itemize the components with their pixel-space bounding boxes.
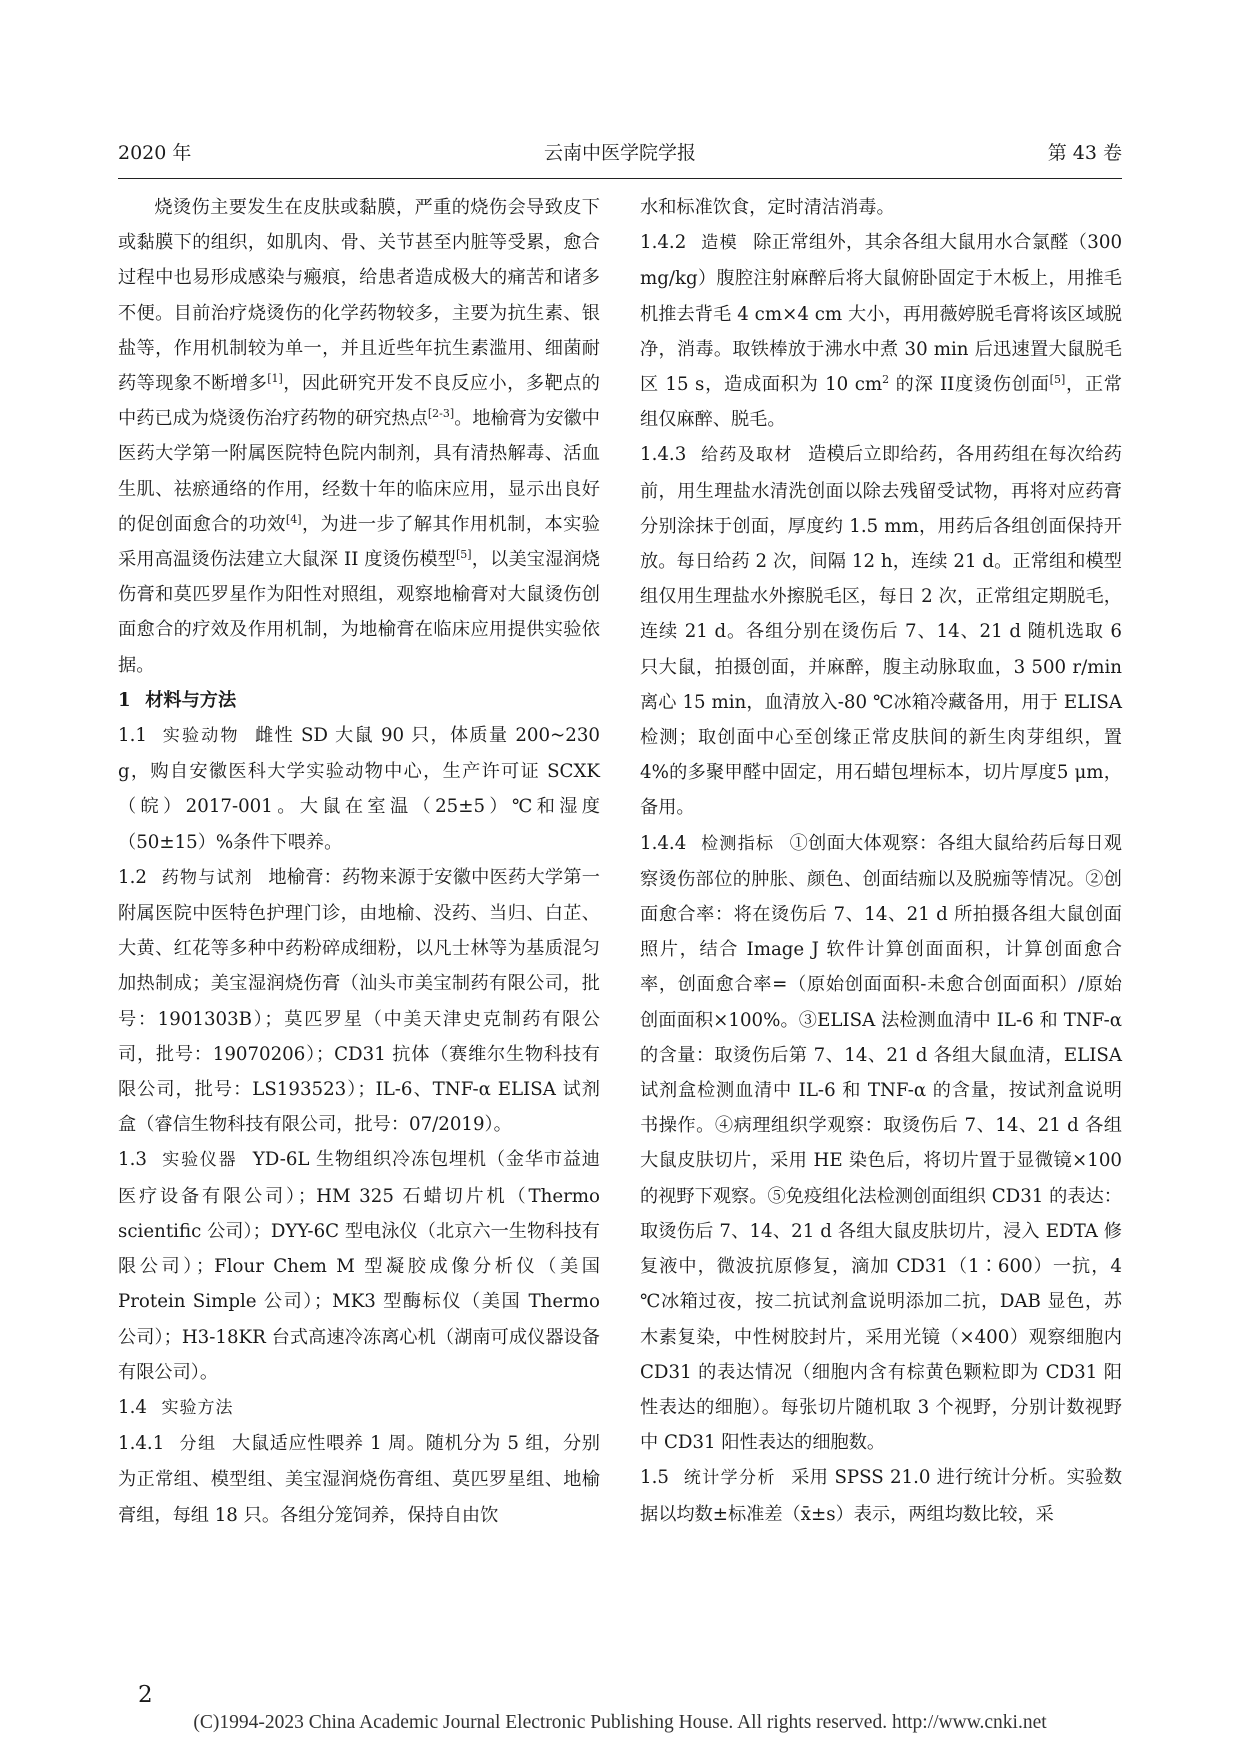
section-1-2: 1.2 药物与试剂 地榆膏：药物来源于安徽中医药大学第一附属医院中医特色护理门诊，由地榆、没药、当归、白芷、大黄、红花等多种中药粉碎成细粉，以凡士林等为基质混匀加热制成；美宝湿润烧伤膏（汕头市美宝制药有限公司，批号：1901303B）；莫匹罗星（中美天津史克制药有限公司，批号：19070206）；CD31 抗体（赛维尔生物科技有限公司，批号：LS193523）；IL-6、TNF-α ELISA 试剂盒（睿信生物科技有限公司，批号：07/2019）。 [118, 866, 600, 1136]
section-1-4-3: 1.4.3 给药及取材 造模后立即给药，各用药组在每次给药前，用生理盐水清洗创面以除去残留受试物，再将对应药膏分别涂抹于创面，厚度约 1.5 mm，用药后各组创面保持开放。每日给药 2 次，间隔 12 h，连续 21 d。正常组和模型组仅用生理盐水外擦脱毛区，每日 2 次，正常组定期脱毛，连续 21 d。各组分别在烫伤后 7、14、21 d 随机选取 6 只大鼠，拍摄创面，并麻醉，腹主动脉取血，3 500 r/min 离心 15 min，血清放入-80 ℃冰箱冷藏备用，用于 ELISA 检测；取创面中心至创缘正常皮肤间的新生肉芽组织，置4%的多聚甲醛中固定，用石蜡包埋标本，切片厚度5 μm，备用。 [640, 444, 1122, 819]
continued-text: 水和标准饮食，定时清洁消毒。 [640, 197, 895, 218]
citation: [1] [267, 371, 283, 385]
page-number: 2 [138, 1682, 153, 1708]
citation: [2-3] [427, 407, 455, 421]
header-rule [118, 178, 1122, 179]
section-1-4-4: 1.4.4 检测指标 ①创面大体观察：各组大鼠给药后每日观察烫伤部位的肿胀、颜色、创面结痂以及脱痂等情况。②创面愈合率：将在烫伤后 7、14、21 d 所拍摄各组大鼠创面照片，结合 Image J 软件计算创面面积，计算创面愈合率，创面愈合率=（原始创面面积-未愈合创面面积）/原始创面面积×100%。③ELISA 法检测血清中 IL-6 和 TNF-α 的含量：取烫伤后第 7、14、21 d 各组大鼠血清，ELISA 试剂盒检测血清中 IL-6 和 TNF-α 的含量，按试剂盒说明书操作。④病理组织学观察：取烫伤后 7、14、21 d 各组大鼠皮肤切片，采用 HE 染色后，将切片置于显微镜×100 的视野下观察。⑤免疫组化法检测创面组织 CD31 的表达：取烫伤后 7、14、21 d 各组大鼠皮肤切片，浸入 EDTA 修复液中，微波抗原修复，滴加 CD31（1∶600）一抗，4 ℃冰箱过夜，按二抗试剂盒说明添加二抗，DAB 显色，苏木素复染，中性树胶封片，采用光镜（×400）观察细胞内 CD31 的表达情况（细胞内含有棕黄色颗粒即为 CD31 阳性表达的细胞）。每张切片随机取 3 个视野，分别计数视野中 CD31 阳性表达的细胞数。 [640, 832, 1122, 1454]
header-volume: 第 43 卷 [1047, 142, 1122, 164]
citation: [5] [1049, 372, 1066, 386]
section-1-4-2: 1.4.2 造模 除正常组外，其余各组大鼠用水合氯醛（300 mg/kg）腹腔注射麻醉后将大鼠俯卧固定于木板上，用推毛机推去背毛 4 cm×4 cm 大小，再用薇婷脱毛膏将该区域脱净，消毒。取铁棒放于沸水中煮 30 min 后迅速置大鼠脱毛区 15 s，造成面积为 10 $cm^2$ 的深 II度烫伤创面[5]，正常组仅麻醉、脱毛。 [640, 232, 1123, 431]
citation: [5] [456, 547, 472, 561]
running-header [118, 135, 1122, 171]
section-1-3: 1.3 实验仪器 YD-6L 生物组织冷冻包埋机（金华市益迪医疗设备有限公司）；HM 325 石蜡切片机（Thermo scientific 公司）；DYY-6C 型电泳仪（北京六一生物科技有限公司）；Flour Chem M 型凝胶成像分析仪（美国 Protein Simple 公司）；MK3 型酶标仪（美国 Thermo 公司）；H3-18KR 台式高速冷冻离心机（湖南可成仪器设备有限公司）。 [118, 1149, 600, 1383]
copyright-footer: (C)1994-2023 China Academic Journal Electronic Publishing House. All rights reserved. http://www.cnki.net [193, 1712, 1047, 1733]
section-1-5: 1.5 统计学分析 采用 SPSS 21.0 进行统计分析。实验数据以均数±标准差（x̄±s）表示，两组均数比较，采 [640, 1467, 1123, 1525]
section-1-1: 1.1 实验动物 雌性 SD 大鼠 90 只，体质量 200~230 g，购自安徽医科大学实验动物中心，生产许可证 SCXK（皖）2017-001。大鼠在室温（25±5）℃和湿度（50±15）%条件下喂养。 [118, 725, 601, 853]
header-journal: 云南中医学院学报 [543, 142, 696, 164]
section-heading-1: 1 材料与方法 [118, 689, 237, 711]
citation: [4] [285, 512, 302, 526]
right-column [640, 190, 1122, 1532]
header-year: 2020 年 [118, 142, 192, 164]
section-1-4-1: 1.4.1 分组 大鼠适应性喂养 1 周。随机分为 5 组，分别为正常组、模型组、美宝湿润烧伤膏组、莫匹罗星组、地榆膏组，每组 18 只。各组分笼饲养，保持自由饮 [118, 1433, 600, 1526]
left-column [118, 190, 600, 1533]
superscript: 2 [882, 372, 890, 386]
section-1-4: 1.4 实验方法 [118, 1396, 234, 1418]
intro-paragraph: 烧烫伤主要发生在皮肤或黏膜，严重的烧伤会导致皮下或黏膜下的组织，如肌肉、骨、关节甚至内脏等受累，愈合过程中也易形成感染与瘢痕，给患者造成极大的痛苦和诸多不便。目前治疗烧烫伤的化学药物较多，主要为抗生素、银盐等，作用机制较为单一，并且近些年抗生素滥用、细菌耐药等现象不断增多[1]，因此研究开发不良反应小，多靶点的中药已成为烧烫伤治疗药物的研究热点[2-3]。地榆膏为安徽中医药大学第一附属医院特色院内制剂，具有清热解毒、活血生肌、祛瘀通络的作用，经数十年的临床应用，显示出良好的促创面愈合的功效[4]，为进一步了解其作用机制，本实验采用高温烫伤法建立大鼠深 II 度烫伤模型[5]，以美宝湿润烧伤膏和莫匹罗星作为阳性对照组，观察地榆膏对大鼠烫伤创面愈合的疗效及作用机制，为地榆膏在临床应用提供实验依据。 [118, 197, 600, 676]
